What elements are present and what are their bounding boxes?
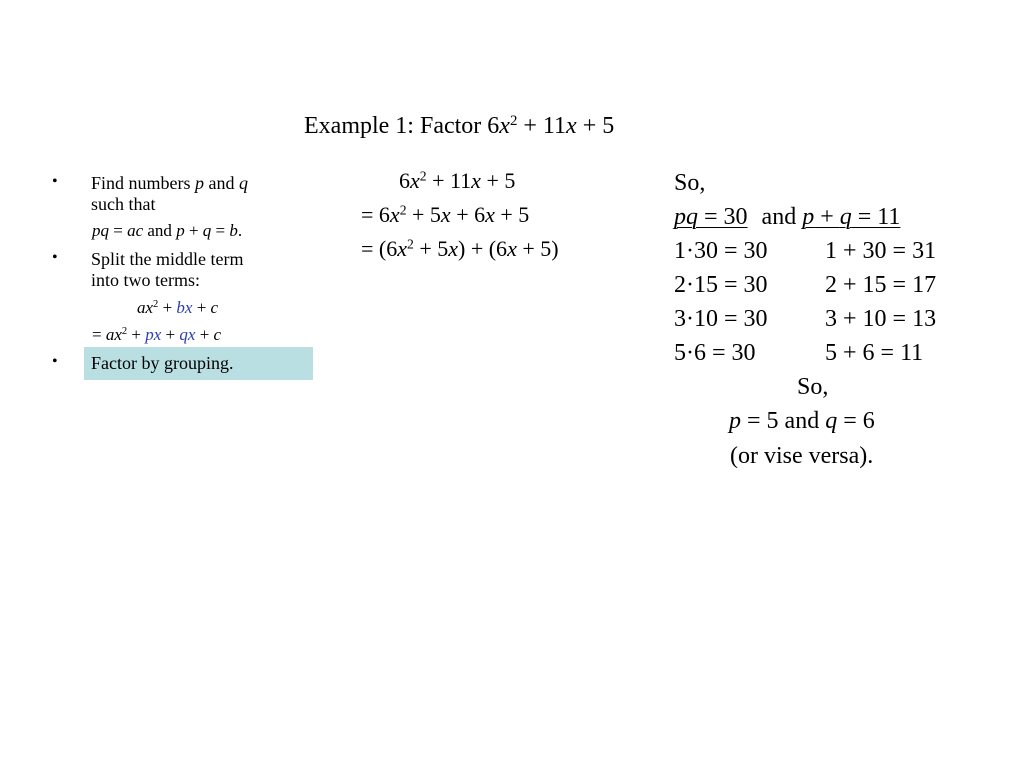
bullet-2-line1: Split the middle term [91,249,244,269]
text: = 11 [851,204,901,230]
var-q: q [239,173,249,193]
text: = 5 and [741,408,826,434]
text: ) + (6 [458,236,508,261]
var: c [213,325,222,344]
op: = [109,221,128,240]
op: + [184,221,203,240]
text: + 5) [516,236,559,261]
right-so: So, [674,170,706,196]
right-so-2: So, [797,374,829,400]
title-text: + 11 [517,113,567,139]
middle-line-2 [361,202,529,228]
product-row-4: 5·6 = 30 [674,340,756,366]
var: c [210,298,219,317]
op: + [158,298,177,317]
var: x [485,202,495,227]
bullet-dot: • [52,249,58,266]
product-row-2: 2·15 = 30 [674,272,768,298]
op: + [127,325,146,344]
var: ac [127,221,144,240]
product-row-1: 1·30 = 30 [674,238,768,264]
var: x [471,168,481,193]
op: + [192,298,211,317]
var: p [176,221,185,240]
sum-row-1: 1 + 30 = 31 [825,238,937,264]
var: pq [674,204,698,230]
bullet-1-formula [92,221,242,241]
bullet-text: and [204,173,240,193]
bullet-text: Find numbers [91,173,196,193]
text: . [237,221,243,240]
exponent: 2 [419,168,427,184]
sum-row-4: 5 + 6 = 11 [825,340,924,366]
slide-title [304,113,614,140]
text: = 6 [361,202,390,227]
var: p [802,204,815,230]
var: x [440,202,451,227]
var: x [410,168,420,193]
var: q [825,408,838,434]
bullet-2-formula2 [92,325,221,345]
sum-condition [802,204,900,230]
var: qx [179,325,196,344]
title-text: + 5 [576,113,615,139]
var: x [507,236,517,261]
exponent: 2 [153,299,159,311]
var: x [389,202,400,227]
var: ax [105,325,122,344]
var: pq [92,221,109,240]
bullet-2-formula1 [137,298,218,318]
bullet-3: Factor by grouping. [91,353,234,373]
right-pq-line [674,204,900,231]
var: q [839,204,852,230]
text: and [143,221,177,240]
bullet-dot: • [52,173,58,190]
title-exponent: 2 [509,112,518,129]
text: 6 [399,168,410,193]
var: p [729,408,741,434]
var-p: p [195,173,205,193]
text: = (6 [361,236,398,261]
var: px [145,325,162,344]
text: + 5 [406,202,441,227]
title-text: Example 1: Factor 6 [304,113,500,139]
op: + [161,325,180,344]
product-row-3: 3·10 = 30 [674,306,768,332]
op: + [814,204,840,230]
title-var: x [566,113,577,139]
var: x [397,236,407,261]
text: + 5 [494,202,530,227]
text: + 5 [480,168,516,193]
pq-condition [674,204,748,230]
text: + 11 [426,168,472,193]
middle-line-1 [399,168,515,194]
middle-line-3 [361,236,559,262]
op: = [92,325,106,344]
var: bx [176,298,193,317]
bullet-2-line2: into two terms: [91,270,200,290]
sum-row-3: 3 + 10 = 13 [825,306,937,332]
text: = 6 [837,408,875,434]
right-note: (or vise versa). [730,443,874,469]
op: + [195,325,214,344]
title-var: x [499,113,510,139]
right-result [729,408,875,435]
var: ax [137,298,154,317]
exponent: 2 [399,202,407,218]
sum-row-2: 2 + 15 = 17 [825,272,937,298]
exponent: 2 [407,236,414,252]
bullet-1-line1 [91,173,248,193]
bullet-dot: • [52,353,58,370]
text: = 30 [698,204,748,230]
var: x [448,236,458,261]
text: and [761,204,803,230]
text: + 6 [450,202,486,227]
exponent: 2 [121,326,128,338]
var: q [202,221,212,240]
bullet-1-line2: such that [91,194,156,214]
var: b [229,221,238,240]
text: + 5 [413,236,449,261]
op: = [211,221,230,240]
